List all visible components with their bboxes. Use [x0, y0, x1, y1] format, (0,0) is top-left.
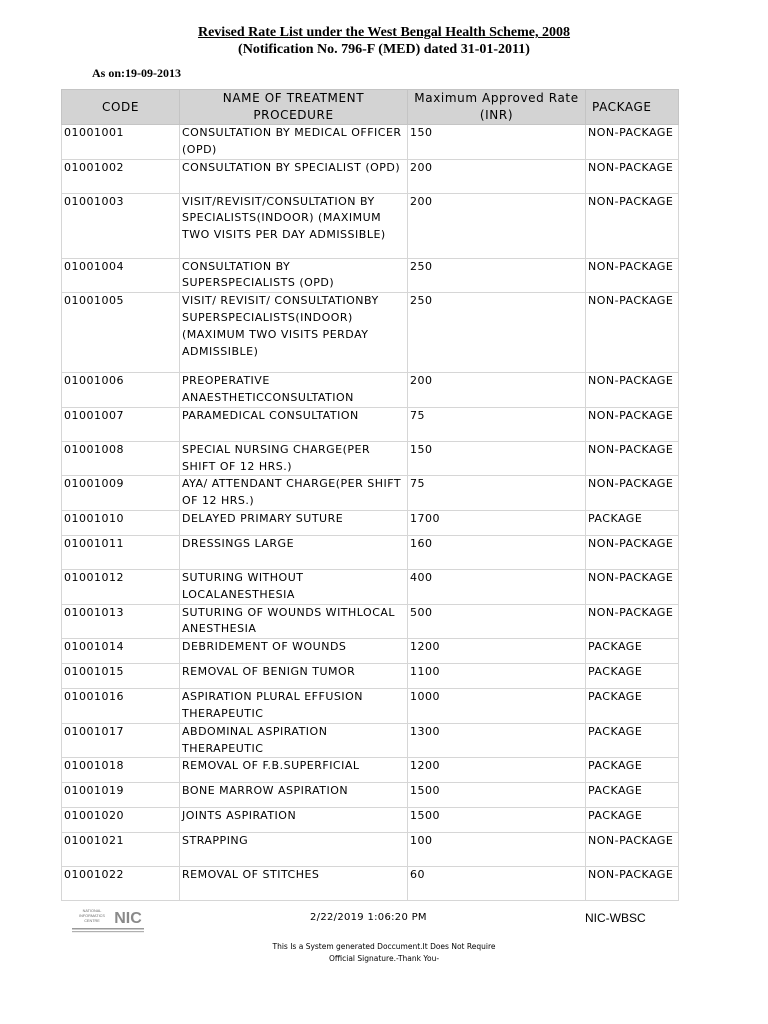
row-package: PACKAGE [586, 758, 679, 783]
row-code: 01001011 [62, 535, 180, 569]
row-package: NON-PACKAGE [586, 833, 679, 867]
row-package: PACKAGE [586, 723, 679, 758]
table-row [62, 510, 679, 535]
column-header-name: NAME OF TREATMENT PROCEDURE [180, 90, 408, 125]
row-code: 01001004 [62, 258, 180, 293]
column-header-rate: Maximum Approved Rate (INR) [408, 90, 586, 125]
row-procedure-name: DELAYED PRIMARY SUTURE [180, 510, 408, 535]
organization-label: NIC-WBSC [585, 911, 646, 925]
table-row [62, 783, 679, 808]
row-rate: 100 [408, 833, 586, 867]
table-row [62, 689, 679, 724]
row-procedure-name: AYA/ ATTENDANT CHARGE(PER SHIFT OF 12 HRS.) [180, 476, 408, 511]
table-row [62, 258, 679, 293]
row-rate: 200 [408, 193, 586, 258]
svg-text:NIC: NIC [114, 910, 142, 927]
row-rate: 1500 [408, 808, 586, 833]
row-package: NON-PACKAGE [586, 867, 679, 901]
table-row [62, 407, 679, 441]
svg-text:CENTRE: CENTRE [84, 919, 100, 923]
row-rate: 150 [408, 125, 586, 160]
row-procedure-name: DEBRIDEMENT OF WOUNDS [180, 639, 408, 664]
row-code: 01001019 [62, 783, 180, 808]
row-procedure-name: REMOVAL OF BENIGN TUMOR [180, 664, 408, 689]
printed-timestamp: 2/22/2019 1:06:20 PM [310, 912, 427, 923]
row-code: 01001002 [62, 159, 180, 193]
row-code: 01001005 [62, 293, 180, 373]
row-rate: 1500 [408, 783, 586, 808]
column-header-package: PACKAGE [586, 90, 679, 125]
row-procedure-name: PARAMEDICAL CONSULTATION [180, 407, 408, 441]
table-row [62, 664, 679, 689]
table-row [62, 535, 679, 569]
row-rate: 1200 [408, 758, 586, 783]
table-row [62, 125, 679, 160]
row-package: PACKAGE [586, 664, 679, 689]
row-package: NON-PACKAGE [586, 159, 679, 193]
row-rate: 200 [408, 159, 586, 193]
table-row [62, 373, 679, 408]
row-procedure-name: DRESSINGS LARGE [180, 535, 408, 569]
row-procedure-name: SPECIAL NURSING CHARGE(PER SHIFT OF 12 HRS.) [180, 441, 408, 476]
table-header-row [62, 90, 679, 125]
row-procedure-name: VISIT/REVISIT/CONSULTATION BY SPECIALISTS(INDOOR) (MAXIMUM TWO VISITS PER DAY ADMISSIBLE) [180, 193, 408, 258]
row-code: 01001001 [62, 125, 180, 160]
row-package: PACKAGE [586, 808, 679, 833]
row-code: 01001013 [62, 604, 180, 639]
row-package: NON-PACKAGE [586, 569, 679, 604]
row-rate: 150 [408, 441, 586, 476]
row-package: NON-PACKAGE [586, 125, 679, 160]
row-code: 01001020 [62, 808, 180, 833]
row-package: NON-PACKAGE [586, 535, 679, 569]
row-package: NON-PACKAGE [586, 604, 679, 639]
table-row [62, 159, 679, 193]
row-procedure-name: JOINTS ASPIRATION [180, 808, 408, 833]
row-procedure-name: REMOVAL OF F.B.SUPERFICIAL [180, 758, 408, 783]
row-code: 01001012 [62, 569, 180, 604]
table-row [62, 193, 679, 258]
disclaimer-line: This Is a System generated Doccument.It Does Not Require [272, 942, 496, 951]
row-code: 01001006 [62, 373, 180, 408]
row-code: 01001009 [62, 476, 180, 511]
row-rate: 1700 [408, 510, 586, 535]
table-row [62, 833, 679, 867]
row-procedure-name: ABDOMINAL ASPIRATION THERAPEUTIC [180, 723, 408, 758]
row-code: 01001021 [62, 833, 180, 867]
table-row [62, 723, 679, 758]
column-header-code: CODE [62, 90, 180, 125]
svg-text:INFORMATICS: INFORMATICS [79, 914, 105, 918]
disclaimer [0, 941, 768, 965]
table-row [62, 758, 679, 783]
row-rate: 160 [408, 535, 586, 569]
row-rate: 250 [408, 258, 586, 293]
row-code: 01001008 [62, 441, 180, 476]
row-code: 01001010 [62, 510, 180, 535]
row-package: NON-PACKAGE [586, 373, 679, 408]
row-package: NON-PACKAGE [586, 293, 679, 373]
row-code: 01001003 [62, 193, 180, 258]
row-package: PACKAGE [586, 510, 679, 535]
row-code: 01001022 [62, 867, 180, 901]
table-row [62, 867, 679, 901]
title-line: Revised Rate List under the West Bengal Health Scheme, 2008 [197, 25, 571, 40]
row-code: 01001018 [62, 758, 180, 783]
row-code: 01001017 [62, 723, 180, 758]
row-code: 01001014 [62, 639, 180, 664]
row-procedure-name: PREOPERATIVE ANAESTHETICCONSULTATION [180, 373, 408, 408]
notification-line: (Notification No. 796-F (MED) dated 31-01-2011) [238, 42, 530, 57]
row-procedure-name: CONSULTATION BY SUPERSPECIALISTS (OPD) [180, 258, 408, 293]
row-rate: 1300 [408, 723, 586, 758]
svg-text:NATIONAL: NATIONAL [82, 909, 102, 913]
nic-logo-icon [70, 906, 148, 936]
row-code: 01001016 [62, 689, 180, 724]
table-row [62, 808, 679, 833]
document-title [0, 24, 768, 58]
row-procedure-name: CONSULTATION BY MEDICAL OFFICER (OPD) [180, 125, 408, 160]
row-procedure-name: VISIT/ REVISIT/ CONSULTATIONBY SUPERSPECIALISTS(INDOOR) (MAXIMUM TWO VISITS PERDAY ADMISSIBLE) [180, 293, 408, 373]
disclaimer-line: Official Signature.-Thank You- [328, 954, 440, 963]
as-on-date: As on:19-09-2013 [92, 66, 181, 80]
row-code: 01001015 [62, 664, 180, 689]
table-row [62, 476, 679, 511]
row-procedure-name: CONSULTATION BY SPECIALIST (OPD) [180, 159, 408, 193]
table-row [62, 604, 679, 639]
row-rate: 60 [408, 867, 586, 901]
row-procedure-name: STRAPPING [180, 833, 408, 867]
row-rate: 500 [408, 604, 586, 639]
row-rate: 1100 [408, 664, 586, 689]
table-row [62, 639, 679, 664]
row-code: 01001007 [62, 407, 180, 441]
row-procedure-name: SUTURING WITHOUT LOCALANESTHESIA [180, 569, 408, 604]
row-rate: 1000 [408, 689, 586, 724]
row-procedure-name: REMOVAL OF STITCHES [180, 867, 408, 901]
row-procedure-name: ASPIRATION PLURAL EFFUSION THERAPEUTIC [180, 689, 408, 724]
row-package: PACKAGE [586, 783, 679, 808]
row-package: PACKAGE [586, 689, 679, 724]
row-rate: 75 [408, 407, 586, 441]
table-row [62, 441, 679, 476]
table-row [62, 569, 679, 604]
rate-table [61, 89, 679, 901]
row-rate: 250 [408, 293, 586, 373]
row-package: NON-PACKAGE [586, 193, 679, 258]
row-package: NON-PACKAGE [586, 476, 679, 511]
row-rate: 75 [408, 476, 586, 511]
row-rate: 1200 [408, 639, 586, 664]
row-procedure-name: BONE MARROW ASPIRATION [180, 783, 408, 808]
row-rate: 400 [408, 569, 586, 604]
row-procedure-name: SUTURING OF WOUNDS WITHLOCAL ANESTHESIA [180, 604, 408, 639]
table-body [62, 125, 679, 901]
row-package: PACKAGE [586, 639, 679, 664]
table-row [62, 293, 679, 373]
row-package: NON-PACKAGE [586, 441, 679, 476]
row-rate: 200 [408, 373, 586, 408]
row-package: NON-PACKAGE [586, 407, 679, 441]
row-package: NON-PACKAGE [586, 258, 679, 293]
